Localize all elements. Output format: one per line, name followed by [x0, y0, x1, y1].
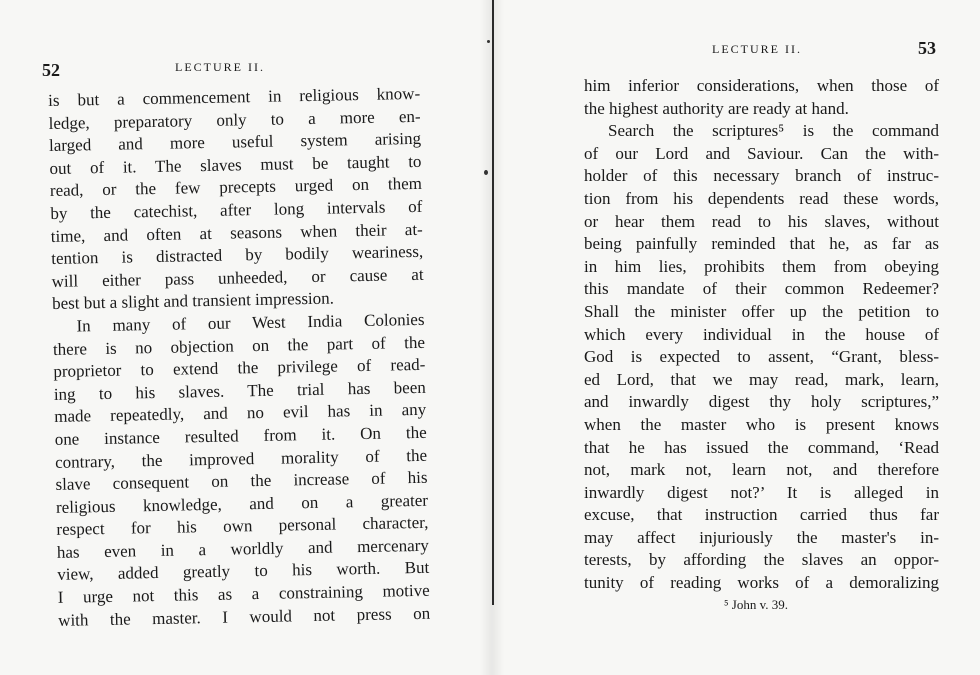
page-body — [584, 75, 939, 595]
text-line: the highest authority are ready at hand. — [584, 98, 849, 118]
text-line: ing to his slaves. The trial has been — [53, 377, 426, 404]
text-line: made repeatedly, and no evil has in any — [54, 400, 427, 427]
text-line: with the master. I would not press on — [57, 603, 431, 630]
text-line: him inferior considerations, when those of — [584, 76, 939, 95]
text-line: this mandate of their common Redeemer? — [584, 279, 939, 299]
ink-speck — [487, 40, 490, 43]
text-line: read, or the few precepts urged on them — [49, 174, 423, 201]
text-line: Shall the minister offer up the petition to — [584, 301, 939, 321]
text-line: being painfully reminded that he, as far as — [584, 234, 939, 254]
text-line: religious knowledge, and on a greater — [55, 490, 429, 517]
text-line: not, mark not, learn not, and therefore — [584, 460, 939, 480]
text-line: and inwardly digest thy holy scriptures,” — [584, 392, 939, 412]
text-line: I urge not this as a constraining motive — [57, 580, 430, 607]
footnote: ⁵ John v. 39. — [724, 597, 788, 612]
text-line: In many of our West India Colonies — [76, 309, 425, 336]
page-number: 53 — [918, 38, 936, 58]
text-line: when the master who is present knows — [584, 414, 939, 434]
running-head: LECTURE II. — [712, 42, 802, 56]
text-line: inwardly digest not?’ It is alleged in — [584, 482, 939, 502]
text-line: larged and more useful system arising — [48, 129, 422, 156]
text-line: holder of this necessary branch of instruc- — [584, 166, 939, 186]
text-line: tion from his dependents read these words, — [584, 188, 939, 208]
ink-speck — [484, 170, 488, 175]
gutter-line — [492, 0, 494, 605]
text-line: which every individual in the house of — [584, 324, 939, 344]
text-line: may affect injuriously the master's in- — [584, 527, 939, 547]
text-line: terests, by affording the slaves an oppor- — [584, 550, 939, 570]
text-line: in him lies, prohibits them from obeying — [584, 256, 939, 276]
text-line: by the catechist, after long intervals of — [50, 196, 423, 223]
text-line: is but a commencement in religious know- — [48, 83, 421, 110]
text-line: has even in a worldly and mercenary — [56, 535, 429, 562]
text-line: slave consequent on the increase of his — [55, 467, 428, 495]
text-line: tunity of reading works of a demoralizing — [584, 573, 939, 593]
text-line: one instance resulted from it. On the — [54, 422, 427, 449]
text-line: contrary, the improved morality of the — [54, 445, 428, 472]
page-number: 52 — [42, 60, 60, 80]
text-line: ledge, preparatory only to a more en- — [48, 106, 421, 133]
running-head: LECTURE II. — [175, 60, 265, 74]
text-line: best but a slight and transient impression. — [51, 288, 335, 314]
text-line: God is expected to assent, “Grant, bless- — [584, 347, 939, 367]
right-page — [492, 0, 980, 675]
text-line: will either pass unheeded, or cause at — [51, 264, 424, 291]
text-line: excuse, that instruction carried thus far — [584, 505, 939, 525]
text-line: Search the scriptures⁵ is the command — [608, 121, 939, 141]
text-line: proprietor to extend the privilege of read- — [53, 354, 426, 382]
text-line: there is no objection on the part of the — [52, 332, 426, 359]
page-body — [48, 83, 430, 632]
text-line: out of it. The slaves must be taught to — [49, 151, 422, 178]
text-line: respect for his own personal character, — [56, 513, 429, 540]
text-line: or hear them read to his slaves, without — [584, 211, 939, 231]
text-line: that he has issued the command, ‘Read — [584, 437, 939, 457]
text-line: ed Lord, that we may read, mark, learn, — [584, 369, 939, 389]
text-line: time, and often at seasons when their at- — [50, 219, 423, 246]
text-line: tention is distracted by bodily weariness, — [51, 241, 424, 269]
text-line: of our Lord and Saviour. Can the with- — [584, 143, 939, 163]
text-line: view, added greatly to his worth. But — [57, 558, 430, 585]
